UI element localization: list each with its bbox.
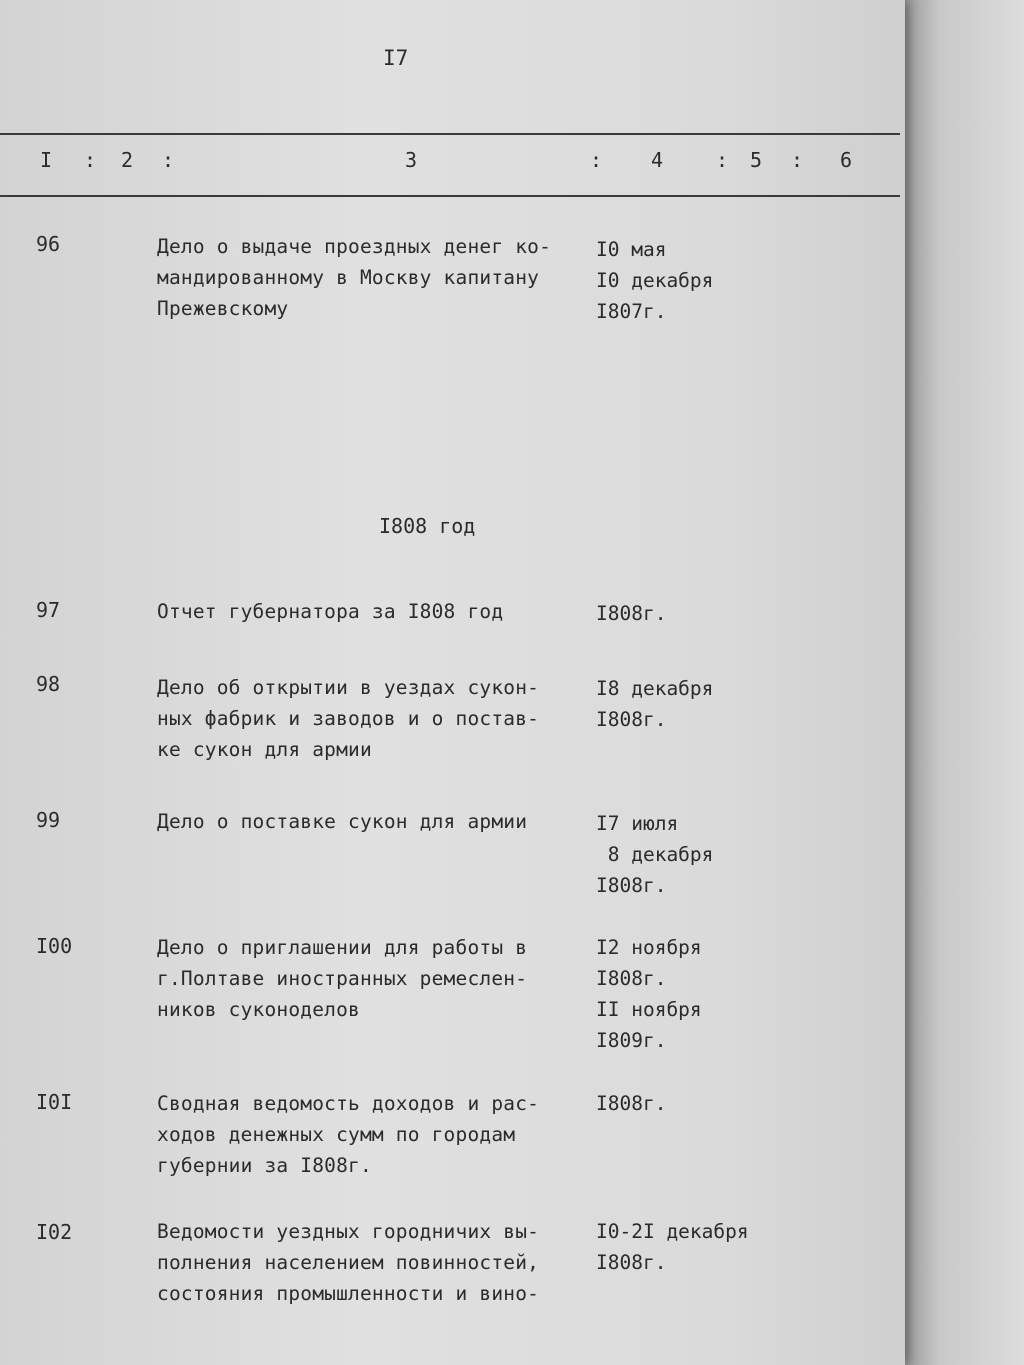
entry-text-line: губернии за I808г. bbox=[157, 1154, 372, 1177]
entry-text-line: полнения населением повинностей, bbox=[157, 1251, 540, 1274]
entry-description bbox=[157, 672, 597, 765]
entry-date-line: I0 мая bbox=[596, 238, 667, 261]
entry-text-line: состояния промышленности и вино- bbox=[157, 1282, 540, 1305]
underlying-sheet bbox=[905, 0, 1024, 1365]
section-heading-year: I808 год bbox=[379, 514, 476, 538]
entry-text-line: Дело о поставке сукон для армии bbox=[157, 810, 528, 833]
entry-number: I0I bbox=[36, 1090, 73, 1114]
entry-date-line: II ноября bbox=[596, 998, 702, 1021]
column-header-2: 2 bbox=[121, 148, 135, 172]
entry-date-line: I0-2I декабря bbox=[596, 1220, 749, 1243]
column-header-1: I bbox=[40, 148, 54, 172]
entry-date-line: I808г. bbox=[596, 1092, 667, 1115]
column-separator: : bbox=[791, 148, 805, 172]
entry-text-line: Дело об открытии в уездах сукон- bbox=[157, 676, 540, 699]
entry-date-line: I8 декабря bbox=[596, 677, 714, 700]
entry-text-line: г.Полтаве иностранных ремеслен- bbox=[157, 967, 528, 990]
entry-description bbox=[157, 1216, 597, 1309]
entry-date-line: I808г. bbox=[596, 602, 667, 625]
entry-text-line: Отчет губернатора за I808 год bbox=[157, 600, 504, 623]
entry-text-line: ке сукон для армии bbox=[157, 738, 372, 761]
entry-date bbox=[596, 932, 896, 1056]
entry-date-line: I808г. bbox=[596, 967, 667, 990]
entry-number: 99 bbox=[36, 808, 61, 832]
entry-text-line: Прежевскому bbox=[157, 297, 289, 320]
column-header-4: 4 bbox=[651, 148, 665, 172]
entry-date-line: I7 июля bbox=[596, 812, 679, 835]
entry-text-line: Ведомости уездных городничих вы- bbox=[157, 1220, 540, 1243]
entry-number: I02 bbox=[36, 1220, 73, 1244]
column-separator: : bbox=[590, 148, 604, 172]
header-bottom-rule bbox=[0, 195, 900, 197]
entry-text-line: Дело о выдаче проездных денег ко- bbox=[157, 235, 552, 258]
column-header-6: 6 bbox=[840, 148, 854, 172]
entry-description bbox=[157, 806, 597, 837]
entry-number: 97 bbox=[36, 598, 61, 622]
entry-number: 96 bbox=[36, 232, 61, 256]
entry-description bbox=[157, 231, 597, 324]
entry-text-line: ников суконоделов bbox=[157, 998, 360, 1021]
entry-text-line: Сводная ведомость доходов и рас- bbox=[157, 1092, 540, 1115]
entry-number: 98 bbox=[36, 672, 61, 696]
column-separator: : bbox=[84, 148, 98, 172]
entry-text-line: ходов денежных сумм по городам bbox=[157, 1123, 516, 1146]
page-number: I7 bbox=[383, 46, 409, 70]
column-header-3: 3 bbox=[405, 148, 419, 172]
entry-number: I00 bbox=[36, 934, 73, 958]
header-top-rule bbox=[0, 133, 900, 135]
entry-date bbox=[596, 1216, 896, 1278]
column-separator: : bbox=[716, 148, 730, 172]
entry-description bbox=[157, 596, 597, 627]
column-header-5: 5 bbox=[750, 148, 764, 172]
entry-description bbox=[157, 932, 597, 1025]
entry-date-line: I808г. bbox=[596, 1251, 667, 1274]
entry-description bbox=[157, 1088, 597, 1181]
column-separator: : bbox=[162, 148, 176, 172]
entry-date-line: 8 декабря bbox=[596, 843, 714, 866]
entry-text-line: ных фабрик и заводов и о постав- bbox=[157, 707, 540, 730]
entry-date bbox=[596, 673, 896, 735]
entry-date bbox=[596, 234, 896, 327]
entry-text-line: Дело о приглашении для работы в bbox=[157, 936, 528, 959]
entry-date-line: I2 ноября bbox=[596, 936, 702, 959]
entry-date bbox=[596, 808, 896, 901]
entry-text-line: мандированному в Москву капитану bbox=[157, 266, 540, 289]
entry-date-line: I807г. bbox=[596, 300, 667, 323]
entry-date bbox=[596, 1088, 896, 1119]
entry-date-line: I809г. bbox=[596, 1029, 667, 1052]
entry-date-line: I808г. bbox=[596, 708, 667, 731]
entry-date-line: I0 декабря bbox=[596, 269, 714, 292]
entry-date bbox=[596, 598, 896, 629]
entry-date-line: I808г. bbox=[596, 874, 667, 897]
